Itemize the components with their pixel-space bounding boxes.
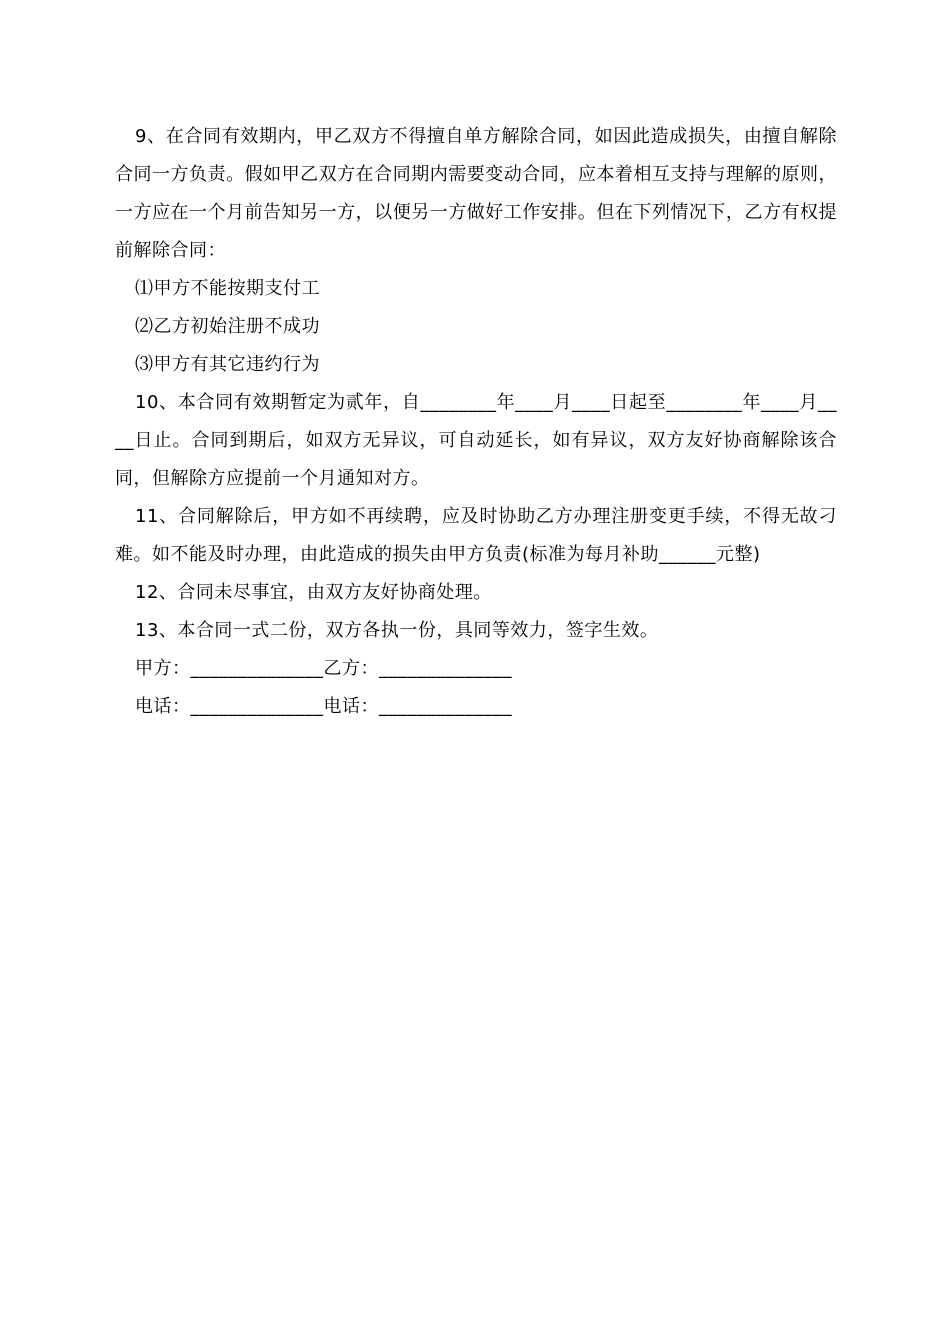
clause-9-item-1: ⑴甲方不能按期支付工: [135, 278, 320, 299]
clause-12: 12、合同未尽事宜，由双方友好协商处理。: [135, 582, 492, 603]
signature-party-line: 甲方：______________乙方：______________: [135, 658, 512, 679]
clause-13: 13、本合同一式二份，双方各执一份，具同等效力，签字生效。: [135, 620, 659, 641]
clause-11: 11、合同解除后，甲方如不再续聘，应及时协助乙方办理注册变更手续，不得无故刁难。如不能及时办理，由此造成的损失由甲方负责(标准为每月补助______元整): [115, 506, 837, 565]
document-body: [115, 118, 837, 726]
clause-9-item-3: ⑶甲方有其它违约行为: [135, 354, 320, 375]
signature-phone-line: 电话：______________电话：______________: [135, 696, 512, 717]
clause-10: 10、本合同有效期暂定为贰年，自________年____月____日起至________年____月____日止。合同到期后，如双方无异议，可自动延长，如有异议，双方友好协商解除该合同，但解除方应提前一个月通知对方。: [115, 392, 837, 489]
clause-9-item-2: ⑵乙方初始注册不成功: [135, 316, 320, 337]
clause-9: 9、在合同有效期内，甲乙双方不得擅自单方解除合同，如因此造成损失，由擅自解除合同一方负责。假如甲乙双方在合同期内需要变动合同，应本着相互支持与理解的原则，一方应在一个月前告知另一方，以便另一方做好工作安排。但在下列情况下，乙方有权提前解除合同：: [115, 126, 837, 261]
